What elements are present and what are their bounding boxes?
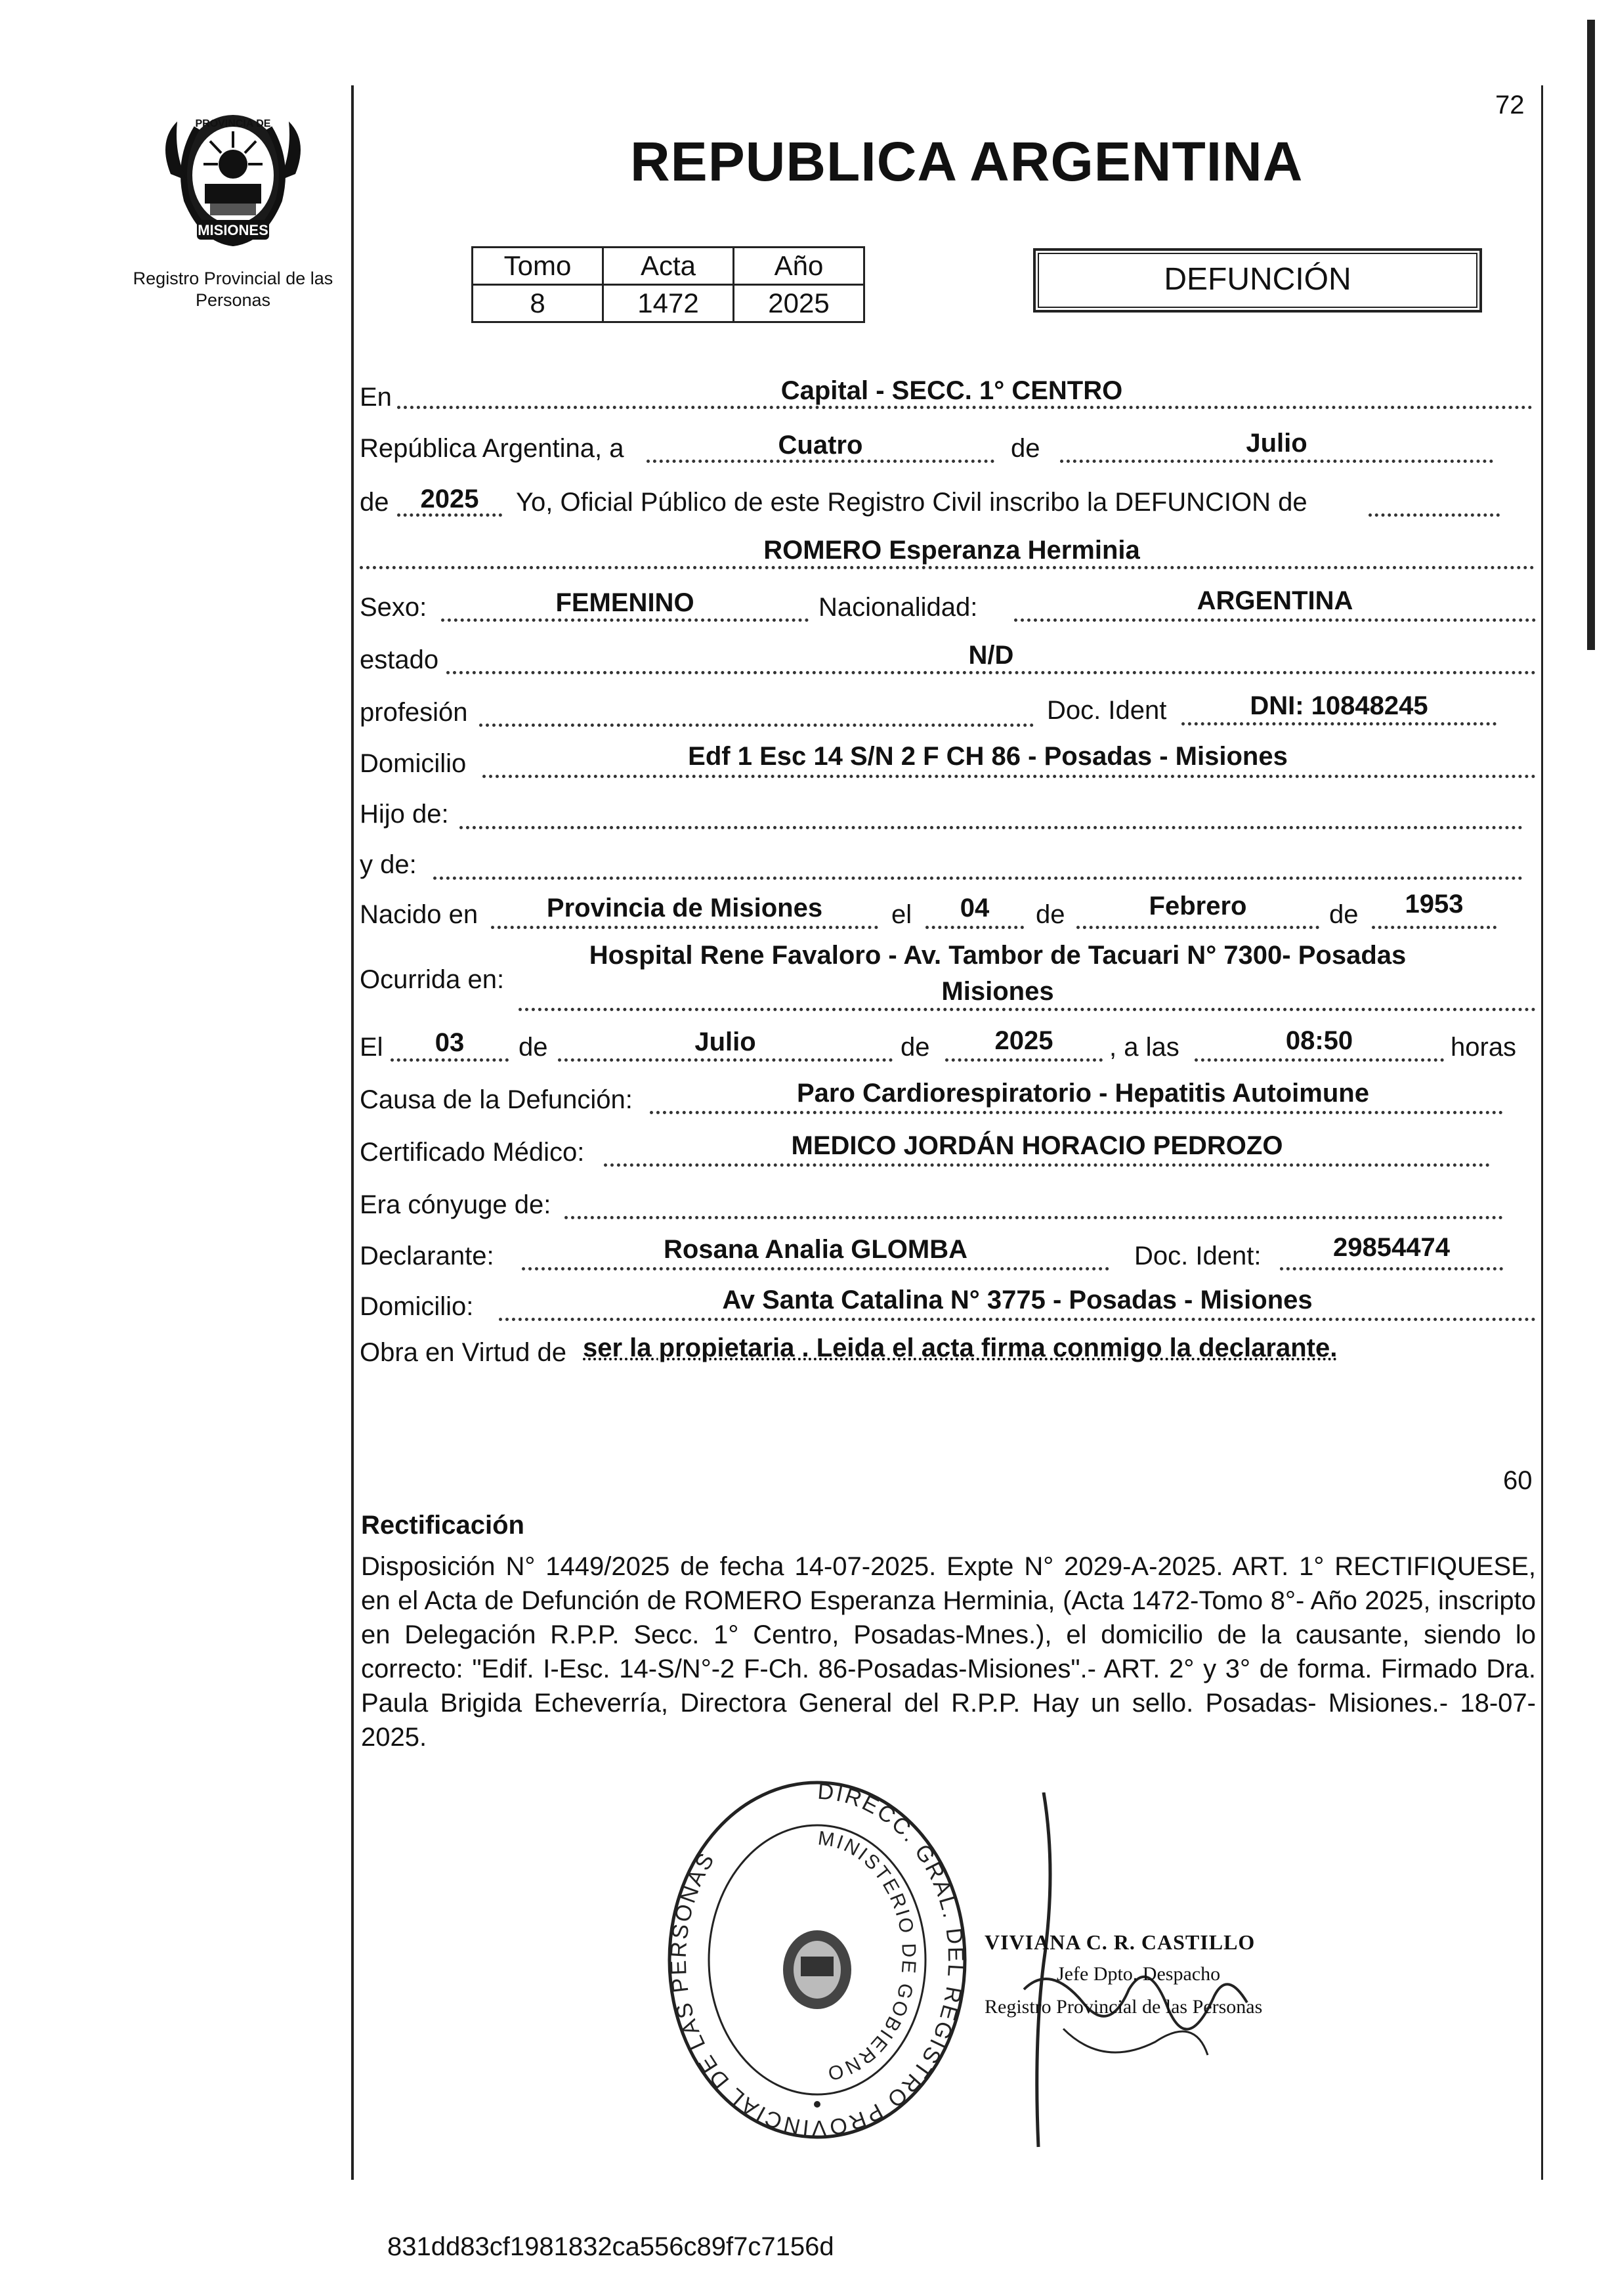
domicilio-value: Edf 1 Esc 14 S/N 2 F CH 86 - Posadas - Misiones — [688, 742, 1288, 771]
nacionalidad-label: Nacionalidad: — [818, 593, 978, 622]
signer-name: VIVIANA C. R. CASTILLO — [985, 1930, 1256, 1954]
ref-header-anio: Año — [734, 248, 864, 285]
causa-label: Causa de la Defunción: — [360, 1085, 633, 1114]
declarante-label: Declarante: — [360, 1242, 494, 1270]
sexo-line — [441, 618, 809, 622]
doc-ident-value: DNI: 10848245 — [1250, 691, 1428, 720]
ref-header-tomo: Tomo — [473, 248, 603, 285]
en-line — [397, 406, 1533, 409]
death-day: 03 — [435, 1028, 465, 1057]
reference-table — [471, 246, 865, 323]
profesion-line — [479, 724, 1034, 727]
death-month: Julio — [694, 1028, 756, 1056]
death-year-line — [945, 1058, 1103, 1062]
domicilio-label: Domicilio — [360, 749, 467, 778]
province-emblem-icon — [158, 102, 308, 249]
doc2-line — [1280, 1267, 1503, 1270]
el-date-label: El — [360, 1033, 383, 1062]
domicilio-line — [482, 775, 1536, 778]
estado-label: estado — [360, 645, 439, 674]
rectificacion-heading: Rectificación — [361, 1511, 524, 1540]
yde-line — [433, 877, 1523, 880]
signer-title: Jefe Dpto. Despacho — [1057, 1963, 1221, 1985]
inscribo-text: Yo, Oficial Público de este Registro Civil inscribo la DEFUNCION de — [516, 488, 1307, 517]
rectificacion-page-ref: 60 — [1503, 1466, 1533, 1495]
official-seal-icon — [660, 1773, 975, 2154]
day-line — [647, 460, 994, 463]
death-place-line1: Hospital Rene Favaloro - Av. Tambor de Tacuari N° 7300- Posadas — [589, 941, 1407, 970]
month-line — [1060, 460, 1493, 463]
birth-year-line — [1372, 926, 1497, 929]
year-line — [397, 513, 502, 517]
horas-label: horas — [1451, 1033, 1517, 1062]
place-value: Capital - SECC. 1° CENTRO — [780, 376, 1123, 405]
certificado-label: Certificado Médico: — [360, 1138, 585, 1167]
name-line — [360, 566, 1535, 569]
document-type: DEFUNCIÓN — [1164, 262, 1351, 297]
page-title: REPUBLICA ARGENTINA — [630, 131, 1304, 192]
certificado-line — [604, 1163, 1490, 1167]
document-hash: 831dd83cf1981832ca556c89f7c7156d — [387, 2232, 834, 2261]
deceased-name: ROMERO Esperanza Herminia — [763, 536, 1140, 565]
doc-ident-label: Doc. Ident — [1047, 696, 1167, 725]
nacionalidad-value: ARGENTINA — [1197, 586, 1353, 615]
svg-text:MISIONES: MISIONES — [198, 222, 268, 238]
rectificacion-text: Disposición N° 1449/2025 de fecha 14-07-2025. Expte N° 2029-A-2025. ART. 1° RECTIFIQUESE, en el Acta de Defunción de ROMERO Esperanza Herminia, (Acta 1472-Tomo 8°- Año 2025, inscripto en Delegación R.P.P. Secc. 1° Centro, Posadas-Mnes.), el domicilio de la causante, siendo lo correcto: "Edif. I-Esc. 14-S/N°-2 F-Ch. 86-Posadas-Misiones".- ART. 2° y 3° de forma. Firmado Dra. Paula Brigida Echeverría, Directora General del R.P.P. Hay un sello. Posadas- Misiones.- 18-07-2025. — [361, 1552, 1536, 1752]
conyuge-label: Era cónyuge de: — [360, 1190, 551, 1219]
hijo-label: Hijo de: — [360, 800, 449, 829]
ref-value-acta: 1472 — [603, 285, 734, 322]
domicilio2-line — [499, 1318, 1536, 1321]
right-edge-bar — [1587, 20, 1595, 650]
birth-month-line — [1076, 926, 1319, 929]
birth-day: 04 — [960, 894, 990, 922]
estado-line — [446, 671, 1536, 674]
birth-day-line — [925, 926, 1024, 929]
nacido-line — [491, 926, 878, 929]
registration-month: Julio — [1246, 429, 1307, 458]
birth-year: 1953 — [1405, 890, 1464, 919]
medical-certificate: MEDICO JORDÁN HORACIO PEDROZO — [791, 1131, 1283, 1160]
death-month-line — [558, 1058, 893, 1062]
obra-value: ser la propietaria . Leida el acta firma conmigo la declarante. — [583, 1333, 1338, 1362]
left-margin-rule — [351, 85, 354, 2180]
de-label-5: de — [519, 1033, 548, 1062]
republica-label: República Argentina, a — [360, 434, 624, 463]
en-label: En — [360, 383, 392, 412]
birth-month: Febrero — [1149, 892, 1247, 921]
de-label-1: de — [1011, 434, 1040, 463]
death-place-line2: Misiones — [941, 977, 1054, 1006]
seal-inner-text: MINISTERIO DE GOBIERNO — [817, 1827, 920, 2085]
registration-year: 2025 — [420, 485, 479, 513]
ocurrida-line — [519, 1008, 1536, 1011]
ref-value-tomo: 8 — [473, 285, 603, 322]
registration-day: Cuatro — [778, 431, 863, 460]
domicilio2-label: Domicilio: — [360, 1292, 474, 1321]
death-time-line — [1195, 1058, 1444, 1062]
declarant-name: Rosana Analia GLOMBA — [663, 1235, 968, 1264]
de-label-6: de — [901, 1033, 930, 1062]
sexo-value: FEMENINO — [555, 588, 694, 617]
nacido-label: Nacido en — [360, 900, 478, 929]
sexo-label: Sexo: — [360, 593, 427, 622]
conyuge-line — [564, 1216, 1503, 1219]
declarante-line — [522, 1267, 1109, 1270]
ref-header-acta: Acta — [603, 248, 734, 285]
death-day-line — [391, 1058, 509, 1062]
ref-value-anio: 2025 — [734, 285, 864, 322]
ocurrida-label: Ocurrida en: — [360, 965, 505, 994]
yde-label: y de: — [360, 850, 417, 879]
signer-office: Registro Provincial de las Personas — [985, 1996, 1263, 2018]
svg-text:PROVINCIA DE: PROVINCIA DE — [195, 118, 271, 129]
death-year: 2025 — [994, 1026, 1053, 1055]
registry-name: Registro Provincial de las Personas — [133, 269, 333, 310]
inscribo-line — [1369, 513, 1500, 517]
de-label-2: de — [360, 488, 389, 517]
doc-ident-line — [1181, 722, 1497, 726]
birth-place: Provincia de Misiones — [546, 894, 823, 922]
obra-label: Obra en Virtud de — [360, 1338, 567, 1367]
declarant-doc: 29854474 — [1333, 1233, 1450, 1262]
de-label-3: de — [1036, 900, 1065, 929]
declarant-address: Av Santa Catalina N° 3775 - Posadas - Misiones — [722, 1286, 1313, 1314]
cause-of-death: Paro Cardiorespiratorio - Hepatitis Autoimune — [797, 1079, 1369, 1108]
profesion-label: profesión — [360, 698, 468, 727]
el-label: el — [891, 900, 912, 929]
estado-value: N/D — [968, 641, 1014, 670]
alas-label: , a las — [1109, 1033, 1179, 1062]
seal-outer-text: DIRECC. GRAL. DEL REGISTRO PROVINCIAL DE LAS PERSONAS — [666, 1779, 969, 2141]
nacionalidad-line — [1014, 618, 1536, 622]
death-time: 08:50 — [1285, 1026, 1353, 1055]
right-margin-rule — [1541, 85, 1543, 2180]
de-label-4: de — [1329, 900, 1359, 929]
hijo-line — [459, 826, 1523, 829]
causa-line — [650, 1111, 1503, 1114]
doc2-label: Doc. Ident: — [1134, 1242, 1262, 1270]
page-number: 72 — [1495, 91, 1525, 119]
